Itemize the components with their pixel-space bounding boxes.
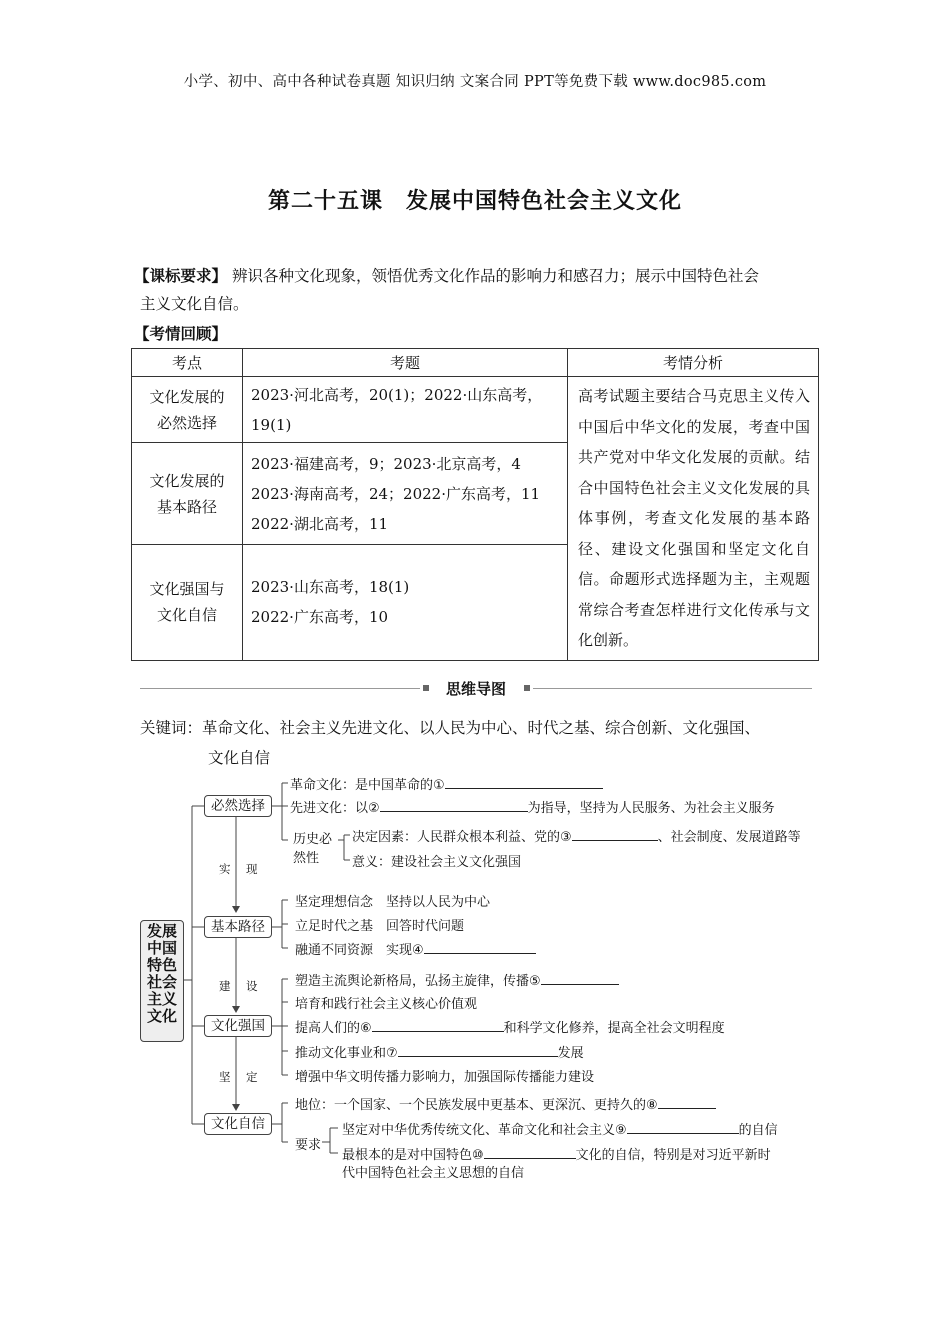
leaf-text: 融通不同资源 实现④ <box>295 943 424 958</box>
leaf-power-1 <box>295 970 619 989</box>
leaf-text: 和科学文化修养，提高全社会文明程度 <box>503 1021 725 1036</box>
leaf-text: 文化的自信，特别是对习近平新时 <box>575 1148 771 1163</box>
point-text: 必然选择 <box>156 413 217 432</box>
leaf-revolutionary-culture <box>290 774 603 793</box>
fill-blank-3 <box>572 826 658 841</box>
fill-blank-2 <box>380 797 528 812</box>
point-text: 文化自信 <box>156 606 217 625</box>
node-inevitable-choice: 必然选择 <box>204 795 272 817</box>
leaf-status <box>295 1094 716 1113</box>
leaf-text: 发展 <box>557 1046 584 1061</box>
node-cultural-confidence: 文化自信 <box>204 1113 272 1135</box>
leaf-req-2 <box>342 1144 771 1183</box>
fill-blank-6 <box>372 1017 504 1032</box>
question-text: 19(1) <box>251 415 292 434</box>
mindmap-root <box>140 920 184 1042</box>
point-text: 文化发展的 <box>149 471 225 490</box>
leaf-text: 提高人们的⑥ <box>295 1021 372 1036</box>
requirements-label: 【课标要求】 <box>134 267 228 285</box>
connector-text: 建 <box>219 979 231 993</box>
requirements-text-1: 辨识各种文化现象，领悟优秀文化作品的影响力和感召力；展示中国特色社会 <box>231 267 759 285</box>
leaf-significance: 意义：建设社会主义文化强国 <box>352 855 522 870</box>
question-text: 2023·山东高考，18(1) <box>251 578 410 597</box>
fill-blank-9 <box>627 1119 739 1134</box>
connector-text: 设 <box>246 979 258 993</box>
point-text: 基本路径 <box>156 497 217 516</box>
column-header: 考点 <box>132 349 243 377</box>
connector-text: 实 <box>219 862 231 876</box>
leaf-path-3 <box>295 939 536 958</box>
fill-blank-7 <box>398 1042 558 1057</box>
fill-blank-5 <box>541 970 619 985</box>
requirements-text-2: 主义文化自信。 <box>140 295 249 313</box>
fill-blank-10 <box>484 1144 576 1159</box>
leaf-text: 先进文化：以② <box>290 801 380 816</box>
fill-blank-4 <box>424 939 536 954</box>
leaf-text: 然性 <box>293 851 320 866</box>
column-header: 考情分析 <box>568 349 819 377</box>
node-basic-path: 基本路径 <box>204 916 272 938</box>
question-text: 2023·河北高考，20(1)；2022·山东高考， <box>251 385 543 404</box>
leaf-path-2: 立足时代之基 回答时代问题 <box>295 919 465 934</box>
keywords-line-2: 文化自信 <box>208 749 271 767</box>
leaf-text: 的自信 <box>738 1123 778 1138</box>
review-label: 【考情回顾】 <box>134 325 228 343</box>
leaf-text: 坚定对中华优秀传统文化、革命文化和社会主义⑨ <box>342 1123 627 1138</box>
leaf-path-1: 坚定理想信念 坚持以人民为中心 <box>295 895 491 910</box>
leaf-power-3 <box>295 1017 725 1036</box>
leaf-power-4 <box>295 1042 584 1061</box>
leaf-text: 推动文化事业和⑦ <box>295 1046 398 1061</box>
leaf-text: 革命文化：是中国革命的① <box>290 778 445 793</box>
leaf-requirements-label: 要求 <box>295 1138 322 1153</box>
question-text: 2023·海南高考，24；2022·广东高考，11 <box>251 484 541 503</box>
analysis-cell: 高考试题主要结合马克思主义传入中国后中华文化的发展，考查中国共产党对中华文化发展的贡献。结合中国特色社会主义文化发展的具体事例，考查文化发展的基本路径、建设文化强国和坚定文化自信。命题形式选择题为主，主观题常综合考查怎样进行文化传承与文化创新。 <box>568 377 819 661</box>
keywords-line-1: 关键词：革命文化、社会主义先进文化、以人民为中心、时代之基、综合创新、文化强国、 <box>140 719 761 737</box>
page-header: 小学、初中、高中各种试卷真题 知识归纳 文案合同 PPT等免费下载 www.doc985.com <box>183 74 767 90</box>
fill-blank-1 <box>445 774 603 789</box>
root-label: 发展中国特色社会主义文化 <box>147 922 178 1025</box>
leaf-text: 最根本的是对中国特色⑩ <box>342 1148 484 1163</box>
leaf-text: 为指导，坚持为人民服务、为社会主义服务 <box>527 801 775 816</box>
question-text: 2023·福建高考，9；2023·北京高考，4 <box>251 454 521 473</box>
leaf-power-5: 增强中华文明传播力影响力，加强国际传播能力建设 <box>295 1070 595 1085</box>
question-text: 2022·湖北高考，11 <box>251 514 389 533</box>
leaf-power-2: 培育和践行社会主义核心价值观 <box>295 997 478 1012</box>
connector-text: 坚 <box>219 1070 231 1084</box>
leaf-text: 、社会制度、发展道路等 <box>657 830 801 845</box>
leaf-text: 代中国特色社会主义思想的自信 <box>342 1166 525 1181</box>
leaf-decisive-factor <box>352 826 801 845</box>
leaf-advanced-culture <box>290 797 775 816</box>
point-text: 文化发展的 <box>149 387 225 406</box>
connector-text: 定 <box>246 1070 258 1084</box>
mindmap-heading: 思维导图 <box>445 680 506 698</box>
node-cultural-power: 文化强国 <box>204 1015 272 1037</box>
leaf-text: 历史必 <box>293 832 333 847</box>
question-text: 2022·广东高考，10 <box>251 608 389 627</box>
leaf-req-1 <box>342 1119 778 1138</box>
leaf-text: 塑造主流舆论新格局，弘扬主旋律，传播⑤ <box>295 974 541 989</box>
leaf-text: 地位：一个国家、一个民族发展中更基本、更深沉、更持久的⑧ <box>295 1098 658 1113</box>
connector-text: 现 <box>246 862 258 876</box>
fill-blank-8 <box>658 1094 716 1109</box>
point-text: 文化强国与 <box>149 580 225 599</box>
leaf-text: 决定因素：人民群众根本利益、党的③ <box>352 830 572 845</box>
leaf-historical-necessity <box>293 830 332 868</box>
lesson-title: 第二十五课 发展中国特色社会主义文化 <box>267 189 682 214</box>
column-header: 考题 <box>243 349 568 377</box>
